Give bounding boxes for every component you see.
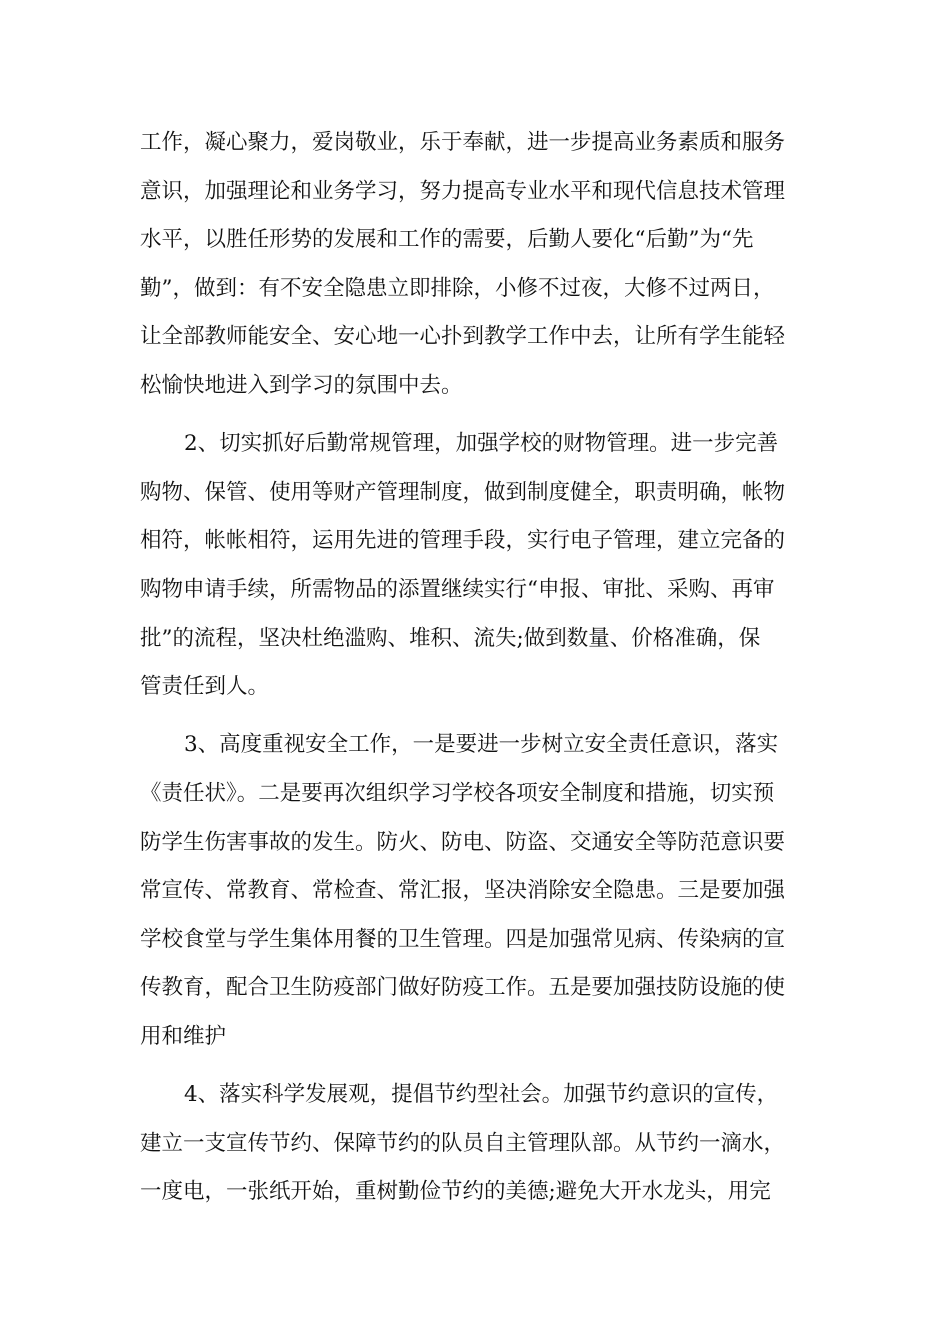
- text-line: 建立一支宣传节约、保障节约的队员自主管理队部。从节约一滴水，: [140, 1130, 786, 1156]
- text-line: 常宣传、常教育、常检查、常汇报，坚决消除安全隐患。三是要加强: [140, 878, 786, 904]
- text-line: 购物申请手续，所需物品的添置继续实行“申报、审批、采购、再审: [140, 576, 775, 602]
- text-line: 相符，帐帐相符，运用先进的管理手段，实行电子管理，建立完备的: [140, 528, 786, 554]
- text-line: 松愉快地进入到学习的氛围中去。: [140, 372, 463, 398]
- paragraph-logistics-management: [140, 420, 820, 712]
- text-line: 管责任到人。: [140, 674, 270, 700]
- text-line: 让全部教师能安全、安心地一心扑到教学工作中去，让所有学生能轻: [140, 324, 786, 350]
- text-line: 3、高度重视安全工作，一是要进一步树立安全责任意识，落实: [184, 732, 779, 758]
- text-line: 一度电，一张纸开始，重树勤俭节约的美德;避免大开水龙头，用完: [140, 1179, 771, 1205]
- text-line: 用和维护: [140, 1023, 227, 1049]
- text-line: 工作，凝心聚力，爱岗敬业，乐于奉献，进一步提高业务素质和服务: [140, 130, 786, 155]
- text-line: 《责任状》。二是要再次组织学习学校各项安全制度和措施，切实预: [140, 780, 775, 806]
- text-line: 2、切实抓好后勤常规管理，加强学校的财物管理。进一步完善: [184, 431, 779, 457]
- text-line: 批”的流程，坚决杜绝滥购、堆积、流失;做到数量、价格准确，保: [140, 625, 761, 651]
- text-line: 水平，以胜任形势的发展和工作的需要，后勤人要化“后勤”为“先: [140, 227, 754, 253]
- paragraph-work-attitude: [140, 119, 820, 411]
- text-line: 勤”，做到：有不安全隐患立即排除，小修不过夜，大修不过两日，: [140, 275, 775, 301]
- paragraph-gap: [140, 712, 820, 722]
- paragraph-safety-work: [140, 721, 820, 1061]
- text-line: 购物、保管、使用等财产管理制度，做到制度健全，职责明确，帐物: [140, 479, 786, 505]
- text-line: 4、落实科学发展观，提倡节约型社会。加强节约意识的宣传，: [184, 1082, 779, 1108]
- text-line: 防学生伤害事故的发生。防火、防电、防盗、交通安全等防范意识要: [140, 829, 786, 855]
- text-line: 意识，加强理论和业务学习，努力提高专业水平和现代信息技术管理: [140, 178, 786, 204]
- document-body: [140, 119, 820, 1217]
- text-line: 传教育，配合卫生防疫部门做好防疫工作。五是要加强技防设施的使: [140, 975, 786, 1001]
- paragraph-conservation: [140, 1071, 820, 1217]
- text-line: 学校食堂与学生集体用餐的卫生管理。四是加强常见病、传染病的宣: [140, 926, 786, 952]
- paragraph-gap: [140, 1061, 820, 1071]
- paragraph-gap: [140, 411, 820, 421]
